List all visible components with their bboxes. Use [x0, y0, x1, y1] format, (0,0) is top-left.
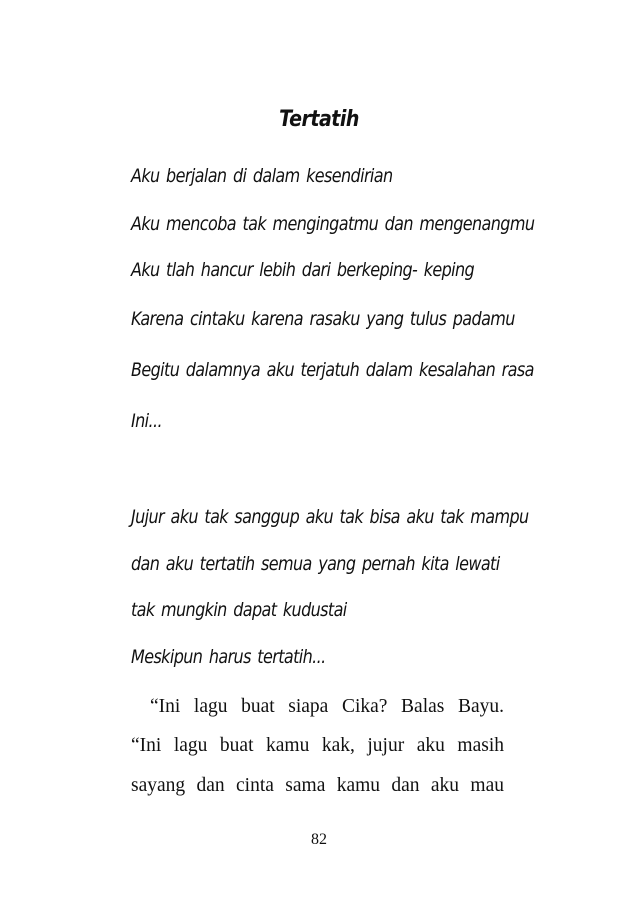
prose-line: sayang dan cinta sama kamu dan aku mau: [131, 775, 504, 796]
poem-line: Begitu dalamnya aku terjatuh dalam kesalahan rasa: [131, 358, 534, 381]
poem-title: Tertatih: [279, 106, 359, 132]
poem-line: Ini...: [131, 409, 162, 432]
poem-line: Karena cintaku karena rasaku yang tulus padamu: [131, 307, 515, 330]
prose-line: “Ini lagu buat siapa Cika? Balas Bayu.: [150, 696, 504, 717]
page-number: 82: [311, 831, 327, 848]
poem-line: tak mungkin dapat kudustai: [131, 598, 347, 621]
poem-line: dan aku tertatih semua yang pernah kita lewati: [131, 552, 500, 575]
poem-line: Aku berjalan di dalam kesendirian: [131, 164, 393, 187]
poem-line: Meskipun harus tertatih...: [131, 645, 326, 668]
prose-line: “Ini lagu buat kamu kak, jujur aku masih: [131, 735, 504, 756]
poem-line: Jujur aku tak sanggup aku tak bisa aku tak mampu: [131, 505, 529, 528]
poem-line: Aku tlah hancur lebih dari berkeping- keping: [131, 258, 475, 281]
poem-line: Aku mencoba tak mengingatmu dan mengenangmu: [131, 212, 535, 235]
